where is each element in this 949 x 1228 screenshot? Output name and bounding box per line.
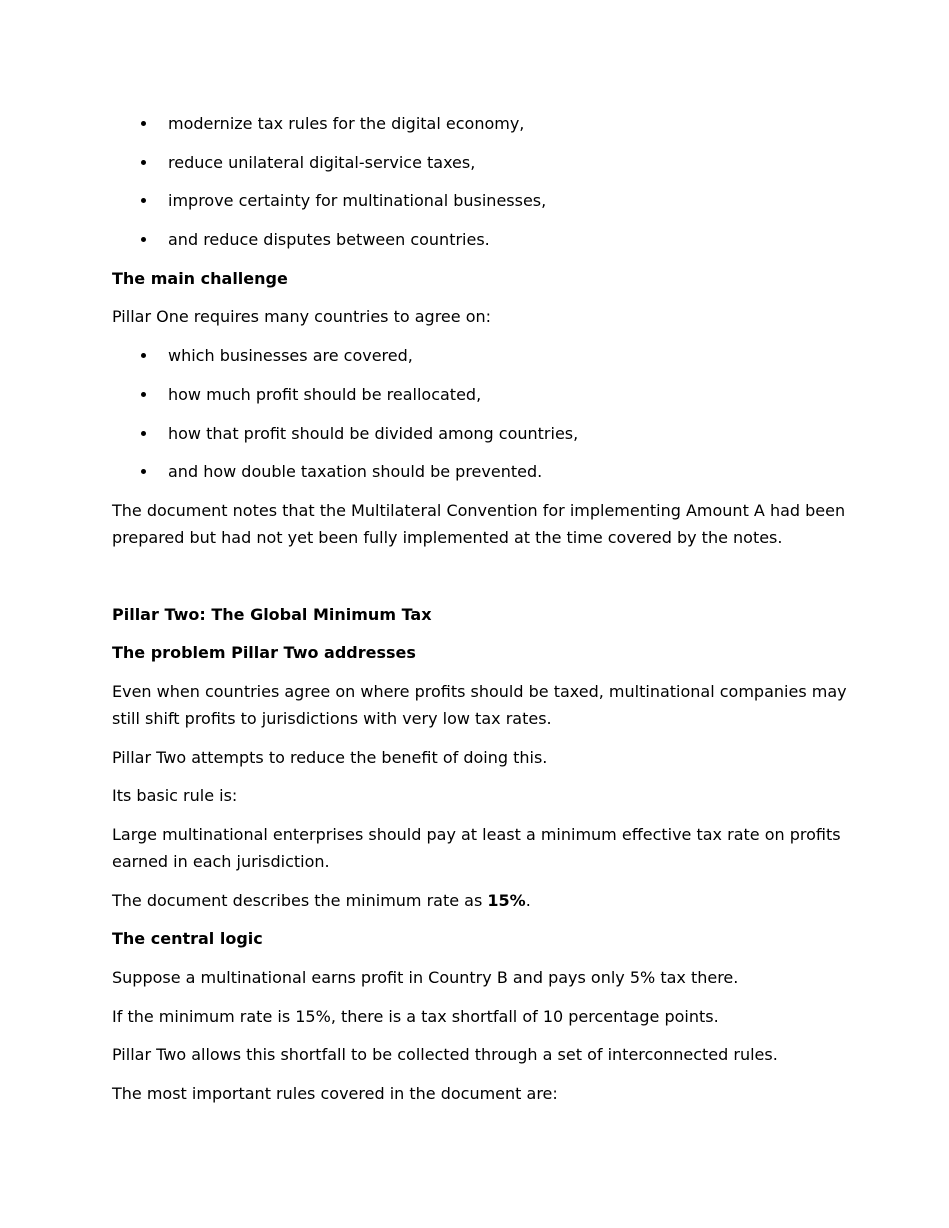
list-item <box>112 381 849 408</box>
paragraph-convention-note: The document notes that the Multilateral Convention for implementing Amount A had been prepared but had not yet been fully implemented at the time covered by the notes. <box>112 500 846 547</box>
paragraph-basic-rule: Large multinational enterprises should pay at least a minimum effective tax rate on profits earned in each jurisdiction. <box>112 825 841 871</box>
section-title-pillar-two: Pillar Two: The Global Minimum Tax <box>112 604 432 624</box>
paragraph-intro: Pillar One requires many countries to agree on: <box>112 307 492 327</box>
minimum-rate-prefix: The document describes the minimum rate as <box>112 890 488 910</box>
paragraph-shortfall: If the minimum rate is 15%, there is a tax shortfall of 10 percentage points. <box>112 1006 719 1026</box>
minimum-rate-suffix: . <box>525 890 531 910</box>
list-item <box>112 226 849 253</box>
bullet-icon <box>141 469 146 474</box>
paragraph-profit-shifting: Even when countries agree on where profits should be taxed, multinational companies may still shift profits to jurisdictions with very low tax rates. <box>112 681 847 728</box>
list-item <box>112 458 849 485</box>
bullet-icon <box>141 353 146 358</box>
list-item-text: how much profit should be reallocated, <box>168 384 482 404</box>
paragraph-example: Suppose a multinational earns profit in Country B and pays only 5% tax there. <box>112 968 739 988</box>
bullet-icon <box>141 431 146 436</box>
list-item <box>112 187 849 214</box>
section-spacer <box>112 563 849 601</box>
list-item-text: reduce unilateral digital-service taxes, <box>168 152 476 172</box>
list-item-text: modernize tax rules for the digital economy, <box>168 114 525 133</box>
list-item <box>112 110 849 137</box>
bullet-icon <box>141 121 146 126</box>
list-item <box>112 420 849 447</box>
paragraph-attempt: Pillar Two attempts to reduce the benefit of doing this. <box>112 747 548 767</box>
list-item-text: and reduce disputes between countries. <box>168 230 490 250</box>
bullet-list-agreement <box>112 342 849 485</box>
section-heading-main-challenge: The main challenge <box>112 268 288 288</box>
section-heading-central-logic: The central logic <box>112 929 263 949</box>
list-item <box>112 149 849 176</box>
minimum-rate-value: 15% <box>487 890 526 910</box>
list-item-text: which businesses are covered, <box>168 346 413 366</box>
bullet-icon <box>141 198 146 203</box>
paragraph-important-rules: The most important rules covered in the document are: <box>112 1084 558 1104</box>
bullet-icon <box>141 160 146 165</box>
bullet-icon <box>141 237 146 242</box>
list-item-text: how that profit should be divided among countries, <box>168 423 579 443</box>
section-heading-problem: The problem Pillar Two addresses <box>112 643 416 663</box>
list-item-text: improve certainty for multinational businesses, <box>168 191 547 211</box>
list-item <box>112 342 849 369</box>
bullet-list-goals <box>112 110 849 253</box>
paragraph-basic-rule-intro: Its basic rule is: <box>112 786 238 806</box>
paragraph-rules-collection: Pillar Two allows this shortfall to be collected through a set of interconnected rules. <box>112 1045 778 1065</box>
paragraph-minimum-rate <box>112 887 849 914</box>
bullet-icon <box>141 392 146 397</box>
list-item-text: and how double taxation should be prevented. <box>168 462 543 482</box>
